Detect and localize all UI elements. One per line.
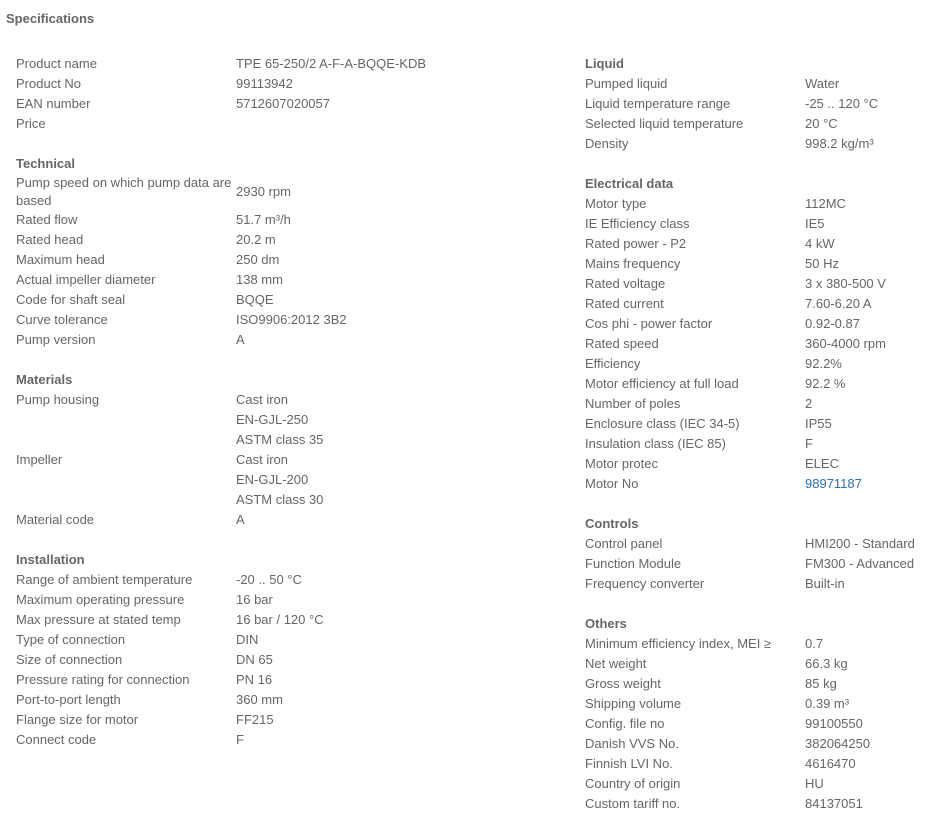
spec-label: Connect code: [16, 732, 97, 747]
spec-value: [805, 74, 928, 94]
spec-label: Size of connection: [16, 652, 123, 667]
spec-row-selected-liquid-temperature: [585, 114, 928, 134]
spec-label: Cos phi - power factor: [585, 316, 713, 331]
spec-value-line: HMI200 - Standard: [805, 536, 915, 551]
spec-label: Motor protec: [585, 456, 658, 471]
spec-value: [236, 94, 366, 114]
spec-label: Efficiency: [585, 356, 641, 371]
spec-value-line: 360 mm: [236, 692, 283, 707]
spec-value-line: ISO9906:2012 3B2: [236, 312, 347, 327]
spec-label: Flange size for motor: [16, 712, 139, 727]
spec-row-number-of-poles: [585, 394, 928, 414]
spec-value: [236, 310, 366, 330]
spec-label: Frequency converter: [585, 576, 705, 591]
spec-label: Maximum head: [16, 252, 105, 267]
spec-value: [805, 94, 928, 114]
spec-value: [805, 654, 928, 674]
spec-value: [236, 330, 366, 350]
spec-label: Rated head: [16, 232, 84, 247]
spec-label: Pump version: [16, 332, 96, 347]
spec-label: Pump speed on which pump data are based: [16, 175, 232, 208]
section-title: Installation: [16, 552, 85, 567]
spec-value-line: ASTM class 35: [236, 432, 324, 447]
spec-value-line: 3 x 380-500 V: [805, 276, 886, 291]
spec-value-line: Cast iron: [236, 452, 289, 467]
spec-value-line: 4 kW: [805, 236, 835, 251]
section-materials: [16, 370, 366, 530]
spec-value: [805, 134, 928, 154]
spec-value: [236, 730, 366, 750]
spec-row-country-of-origin: [585, 774, 928, 794]
spec-value-line: 382064250: [805, 736, 871, 751]
spec-value-line: 16 bar / 120 °C: [236, 612, 324, 627]
section-title: Electrical data: [585, 176, 674, 191]
spec-label: Gross weight: [585, 676, 661, 691]
spec-row-rated-voltage: [585, 274, 928, 294]
spec-value-line: 112MC: [805, 196, 846, 211]
spec-value: [805, 474, 928, 494]
spec-value-line: FF215: [236, 712, 274, 727]
spec-row-liquid-temperature-range: [585, 94, 928, 114]
spec-label: Rated speed: [585, 336, 659, 351]
spec-row-danish-vvs-no: [585, 734, 928, 754]
spec-value: [236, 74, 366, 94]
spec-value: [805, 274, 928, 294]
spec-label: Curve tolerance: [16, 312, 108, 327]
spec-value-line: 92.2 %: [805, 376, 846, 391]
spec-label: Impeller: [16, 452, 63, 467]
spec-row-rated-speed: [585, 334, 928, 354]
spec-value: [805, 574, 928, 594]
spec-value: [236, 650, 366, 670]
spec-value: [805, 714, 928, 734]
spec-row-product-name: [16, 54, 427, 74]
spec-row-cos-phi-power-factor: [585, 314, 928, 334]
left-spec-column: [16, 54, 427, 770]
spec-value: [805, 734, 928, 754]
spec-value: [805, 234, 928, 254]
spec-value: [236, 390, 366, 450]
spec-value-line: A: [236, 332, 245, 347]
spec-value-line: HU: [805, 776, 824, 791]
right-spec-column: [585, 54, 928, 834]
spec-value: [236, 250, 366, 270]
spec-value: [236, 54, 426, 74]
spec-label: Code for shaft seal: [16, 292, 126, 307]
spec-value: [236, 690, 366, 710]
spec-value: [805, 634, 928, 654]
spec-row-gross-weight: [585, 674, 928, 694]
spec-label: Enclosure class (IEC 34-5): [585, 416, 740, 431]
spec-label: Finnish LVI No.: [585, 756, 673, 771]
spec-value: [805, 454, 928, 474]
spec-value-line: IP55: [805, 416, 832, 431]
spec-label: Rated voltage: [585, 276, 666, 291]
spec-value-line: 7.60-6.20 A: [805, 296, 872, 311]
spec-value-line: 0.39 m³: [805, 696, 850, 711]
spec-row-rated-power-p2: [585, 234, 928, 254]
spec-row-pump-speed-on-which-pump-data-are-based: [16, 174, 366, 210]
spec-row-impeller: [16, 450, 366, 510]
spec-label: Motor efficiency at full load: [585, 376, 739, 391]
spec-label: Type of connection: [16, 632, 126, 647]
spec-value-line: FM300 - Advanced: [805, 556, 915, 571]
spec-value: [236, 183, 366, 201]
spec-value-line: DN 65: [236, 652, 273, 667]
spec-row-net-weight: [585, 654, 928, 674]
spec-row-function-module: [585, 554, 928, 574]
spec-value-line: 2: [805, 396, 813, 411]
spec-value-line: 50 Hz: [805, 256, 839, 271]
spec-value: [805, 434, 928, 454]
spec-value: [805, 314, 928, 334]
page-title: Specifications: [6, 11, 95, 26]
spec-row-maximum-head: [16, 250, 366, 270]
spec-value-link[interactable]: 98971187: [805, 476, 862, 491]
spec-value-line: 998.2 kg/m³: [805, 136, 874, 151]
spec-value: [236, 710, 366, 730]
spec-row-product-no: [16, 74, 366, 94]
spec-value-line: ASTM class 30: [236, 492, 324, 507]
spec-row-maximum-operating-pressure: [16, 590, 366, 610]
spec-label: Number of poles: [585, 396, 681, 411]
spec-value-line: 360-4000 rpm: [805, 336, 886, 351]
spec-label: Motor No: [585, 476, 639, 491]
spec-row-size-of-connection: [16, 650, 366, 670]
spec-row-type-of-connection: [16, 630, 366, 650]
spec-value-line: 92.2%: [805, 356, 842, 371]
spec-label: Shipping volume: [585, 696, 682, 711]
spec-label: Danish VVS No.: [585, 736, 679, 751]
spec-label: Material code: [16, 512, 95, 527]
spec-label: Motor type: [585, 196, 647, 211]
spec-value: [805, 794, 928, 814]
spec-row-ie-efficiency-class: [585, 214, 928, 234]
spec-label: Config. file no: [585, 716, 665, 731]
spec-row-config-file-no: [585, 714, 928, 734]
spec-value-line: BQQE: [236, 292, 274, 307]
spec-row-flange-size-for-motor: [16, 710, 366, 730]
spec-value-line: F: [805, 436, 813, 451]
spec-value-line: 84137051: [805, 796, 863, 811]
spec-value: [805, 334, 928, 354]
spec-row-motor-efficiency-at-full-load: [585, 374, 928, 394]
spec-label: Max pressure at stated temp: [16, 612, 181, 627]
section-electrical-data: [585, 174, 928, 494]
spec-value: [236, 630, 366, 650]
spec-row-pump-version: [16, 330, 366, 350]
spec-label: Product No: [16, 76, 82, 91]
spec-value: [236, 290, 366, 310]
spec-value: [805, 354, 928, 374]
spec-value: [805, 554, 928, 574]
spec-row-port-to-port-length: [16, 690, 366, 710]
section-title: Controls: [585, 516, 639, 531]
spec-value-line: 99113942: [236, 76, 293, 91]
spec-value: [805, 754, 928, 774]
spec-value-line: 66.3 kg: [805, 656, 848, 671]
spec-label: Pumped liquid: [585, 76, 668, 91]
spec-row-motor-protec: [585, 454, 928, 474]
spec-value: [236, 510, 366, 530]
spec-value-line: -25 .. 120 °C: [805, 96, 879, 111]
spec-value-line: 0.92-0.87: [805, 316, 860, 331]
section-general: [16, 54, 427, 134]
spec-value: [236, 670, 366, 690]
spec-value-line: 99100550: [805, 716, 863, 731]
spec-value: [805, 254, 928, 274]
spec-label: Port-to-port length: [16, 692, 121, 707]
spec-value-line: Cast iron: [236, 392, 289, 407]
spec-value-line: F: [236, 732, 244, 747]
spec-value: [236, 114, 366, 134]
spec-value: [236, 230, 366, 250]
spec-row-minimum-efficiency-index-mei: [585, 634, 928, 654]
spec-label: EAN number: [16, 96, 91, 111]
spec-value: [805, 214, 928, 234]
spec-value-line: DIN: [236, 632, 259, 647]
spec-value: [236, 270, 366, 290]
spec-row-frequency-converter: [585, 574, 928, 594]
spec-value: [805, 294, 928, 314]
spec-label: Net weight: [585, 656, 647, 671]
spec-value-line: -20 .. 50 °C: [236, 572, 302, 587]
spec-label: Selected liquid temperature: [585, 116, 744, 131]
spec-value: [805, 414, 928, 434]
spec-label: Control panel: [585, 536, 663, 551]
spec-label: Product name: [16, 56, 97, 71]
spec-label: Pump housing: [16, 392, 100, 407]
spec-row-finnish-lvi-no: [585, 754, 928, 774]
spec-label: Custom tariff no.: [585, 796, 681, 811]
spec-label: Density: [585, 136, 629, 151]
spec-value: [236, 210, 366, 230]
spec-label: IE Efficiency class: [585, 216, 690, 231]
spec-row-density: [585, 134, 928, 154]
spec-value-line: 0.7: [805, 636, 824, 651]
spec-value: [805, 534, 928, 554]
spec-label: Rated flow: [16, 212, 78, 227]
section-technical: [16, 154, 366, 350]
spec-value: [805, 694, 928, 714]
spec-value-line: A: [236, 512, 245, 527]
spec-value: [805, 394, 928, 414]
spec-row-range-of-ambient-temperature: [16, 570, 366, 590]
spec-value-line: IE5: [805, 216, 825, 231]
spec-label: Minimum efficiency index, MEI ≥: [585, 636, 772, 651]
spec-value-line: 85 kg: [805, 676, 837, 691]
section-title: Others: [585, 616, 627, 631]
section-title: Liquid: [585, 56, 624, 71]
spec-value-line: 51.7 m³/h: [236, 212, 291, 227]
spec-row-rated-head: [16, 230, 366, 250]
spec-value-line: 138 mm: [236, 272, 283, 287]
spec-value: [805, 114, 928, 134]
spec-label: Insulation class (IEC 85): [585, 436, 726, 451]
spec-row-shipping-volume: [585, 694, 928, 714]
spec-value: [805, 774, 928, 794]
spec-value-line: 2930 rpm: [236, 184, 291, 199]
spec-row-pumped-liquid: [585, 74, 928, 94]
spec-value: [805, 374, 928, 394]
spec-row-actual-impeller-diameter: [16, 270, 366, 290]
spec-label: Rated current: [585, 296, 664, 311]
spec-value-line: 250 dm: [236, 252, 280, 267]
spec-row-control-panel: [585, 534, 928, 554]
spec-row-material-code: [16, 510, 366, 530]
spec-value: [805, 194, 928, 214]
spec-row-ean-number: [16, 94, 366, 114]
spec-row-pressure-rating-for-connection: [16, 670, 366, 690]
spec-label: Range of ambient temperature: [16, 572, 193, 587]
spec-value-line: 4616470: [805, 756, 856, 771]
spec-row-connect-code: [16, 730, 366, 750]
spec-row-code-for-shaft-seal: [16, 290, 366, 310]
spec-row-motor-type: [585, 194, 928, 214]
spec-row-max-pressure-at-stated-temp: [16, 610, 366, 630]
spec-value-line: 20.2 m: [236, 232, 276, 247]
spec-row-insulation-class-iec-85: [585, 434, 928, 454]
spec-label: Liquid temperature range: [585, 96, 731, 111]
spec-label: Country of origin: [585, 776, 681, 791]
spec-value-line: PN 16: [236, 672, 273, 687]
spec-row-custom-tariff-no: [585, 794, 928, 814]
spec-value-line: Water: [805, 76, 840, 91]
spec-value-line: 5712607020057: [236, 96, 330, 111]
spec-value-line: TPE 65-250/2 A-F-A-BQQE-KDB: [236, 56, 427, 71]
spec-value: [805, 674, 928, 694]
spec-label: Pressure rating for connection: [16, 672, 190, 687]
section-installation: [16, 550, 366, 750]
spec-value-line: EN-GJL-200: [236, 472, 309, 487]
spec-label: Rated power - P2: [585, 236, 687, 251]
spec-row-enclosure-class-iec-34-5: [585, 414, 928, 434]
spec-value-line: ELEC: [805, 456, 839, 471]
spec-row-rated-current: [585, 294, 928, 314]
spec-value: [236, 610, 366, 630]
spec-label: Actual impeller diameter: [16, 272, 156, 287]
spec-label: Function Module: [585, 556, 682, 571]
spec-row-pump-housing: [16, 390, 366, 450]
section-liquid: [585, 54, 928, 154]
spec-row-motor-no: [585, 474, 928, 494]
spec-value: [236, 450, 366, 510]
section-title: Materials: [16, 372, 73, 387]
spec-value-line: EN-GJL-250: [236, 412, 309, 427]
spec-label: Mains frequency: [585, 256, 681, 271]
spec-row-price: [16, 114, 366, 134]
spec-row-mains-frequency: [585, 254, 928, 274]
spec-row-rated-flow: [16, 210, 366, 230]
spec-value: [236, 590, 366, 610]
section-others: [585, 614, 928, 814]
spec-value-line: Built-in: [805, 576, 845, 591]
spec-label: Price: [16, 116, 46, 131]
spec-value-line: 20 °C: [805, 116, 838, 131]
spec-value-line: 16 bar: [236, 592, 273, 607]
spec-row-efficiency: [585, 354, 928, 374]
spec-row-curve-tolerance: [16, 310, 366, 330]
section-controls: [585, 514, 928, 594]
spec-value: [236, 570, 366, 590]
spec-label: Maximum operating pressure: [16, 592, 185, 607]
section-title: Technical: [16, 156, 76, 171]
